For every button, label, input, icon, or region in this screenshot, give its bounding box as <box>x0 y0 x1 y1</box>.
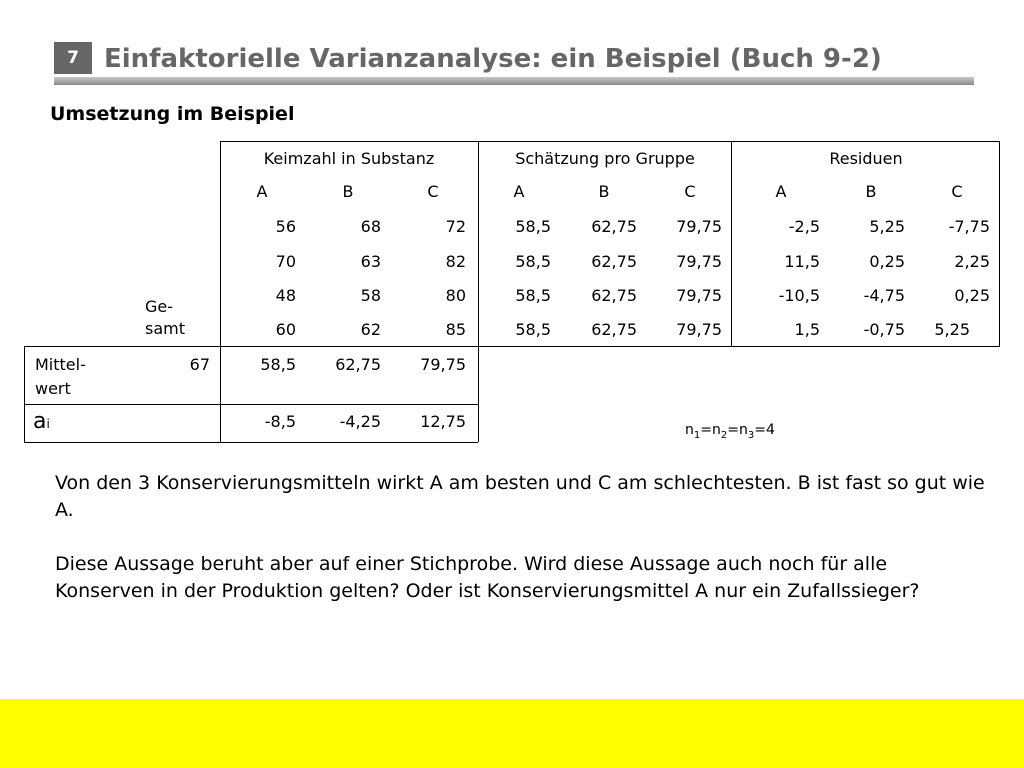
table-left-border <box>24 346 25 442</box>
group-effect-value: 12,75 <box>420 412 466 431</box>
data-cell: 5,25 <box>869 217 905 236</box>
group-header: Schätzung pro Gruppe <box>515 149 695 168</box>
data-cell: -10,5 <box>778 286 820 305</box>
gesamt-label: Ge- samt <box>145 297 185 338</box>
group-mean-value: 79,75 <box>420 355 466 374</box>
table-col-divider-3 <box>731 141 732 346</box>
data-cell: 5,25 <box>934 320 970 339</box>
group-effect-value: -8,5 <box>264 412 296 431</box>
column-header: C <box>684 182 696 201</box>
column-header: A <box>513 182 525 201</box>
data-cell: 48 <box>275 286 296 305</box>
data-cell: 72 <box>445 217 466 236</box>
data-cell: -7,75 <box>948 217 990 236</box>
data-cell: 56 <box>275 217 296 236</box>
group-header: Keimzahl in Substanz <box>263 149 435 168</box>
data-cell: 58,5 <box>515 217 551 236</box>
data-cell: 79,75 <box>676 252 722 271</box>
data-cell: 62,75 <box>591 217 637 236</box>
data-cell: 62,75 <box>591 320 637 339</box>
table-bottom-border <box>24 442 478 443</box>
column-header: B <box>865 182 877 201</box>
data-cell: 0,25 <box>954 286 990 305</box>
data-cell: 11,5 <box>784 252 820 271</box>
data-cell: 58,5 <box>515 252 551 271</box>
data-cell: 0,25 <box>869 252 905 271</box>
data-cell: 79,75 <box>676 217 722 236</box>
mean-row-label: Mittel- wert <box>35 355 86 398</box>
group-mean-value: 58,5 <box>260 355 296 374</box>
data-cell: 62,75 <box>591 252 637 271</box>
data-cell: 82 <box>445 252 466 271</box>
slide-title: Einfaktorielle Varianzanalyse: ein Beispiel (Buch 9-2) <box>104 44 882 74</box>
data-cell: 58 <box>360 286 381 305</box>
data-cell: 58,5 <box>515 320 551 339</box>
data-cell: -0,75 <box>863 320 905 339</box>
data-cell: 68 <box>360 217 381 236</box>
data-cell: 2,25 <box>954 252 990 271</box>
data-cell: -4,75 <box>863 286 905 305</box>
effect-row-label <box>33 409 50 434</box>
slide-number-badge: 7 <box>54 42 92 74</box>
conclusion-paragraph: Von den 3 Konservierungsmitteln wirkt A am besten und C am schlechtesten. B ist fast so gut wie A. <box>55 472 985 521</box>
data-cell: 85 <box>445 320 466 339</box>
column-header: B <box>342 182 354 201</box>
table-data-bottom-border <box>24 346 1000 347</box>
data-cell: 79,75 <box>676 286 722 305</box>
sample-size-note: $n_1=n_2=n_3=4$ <box>685 422 775 441</box>
table-mean-row-border <box>24 404 478 405</box>
group-header: Residuen <box>829 149 903 168</box>
data-cell: 79,75 <box>676 320 722 339</box>
alpha-subscript: i <box>46 417 50 431</box>
footer-bar <box>0 699 1024 768</box>
table-top-border <box>220 141 1000 142</box>
section-subtitle: Umsetzung im Beispiel <box>50 103 295 125</box>
data-cell: 62,75 <box>591 286 637 305</box>
group-effect-value: -4,25 <box>339 412 381 431</box>
table-right-border <box>999 141 1000 346</box>
alpha-symbol: a <box>33 409 47 434</box>
data-cell: 62 <box>360 320 381 339</box>
data-cell: 58,5 <box>515 286 551 305</box>
grand-mean-value: 67 <box>189 355 210 374</box>
group-mean-value: 62,75 <box>335 355 381 374</box>
data-cell: 63 <box>360 252 381 271</box>
column-header: A <box>775 182 787 201</box>
data-cell: 70 <box>275 252 296 271</box>
data-cell: 60 <box>275 320 296 339</box>
column-header: B <box>598 182 610 201</box>
data-cell: -2,5 <box>788 217 820 236</box>
column-header: C <box>427 182 439 201</box>
column-header: C <box>951 182 963 201</box>
column-header: A <box>256 182 268 201</box>
title-divider <box>54 77 974 85</box>
question-paragraph: Diese Aussage beruht aber auf einer Stichprobe. Wird diese Aussage auch noch für alle Konserven in der Produktion gelten? Oder ist Konservierungsmittel A nur ein Zufallssieger? <box>55 553 920 602</box>
data-cell: 80 <box>445 286 466 305</box>
data-cell: 1,5 <box>794 320 820 339</box>
